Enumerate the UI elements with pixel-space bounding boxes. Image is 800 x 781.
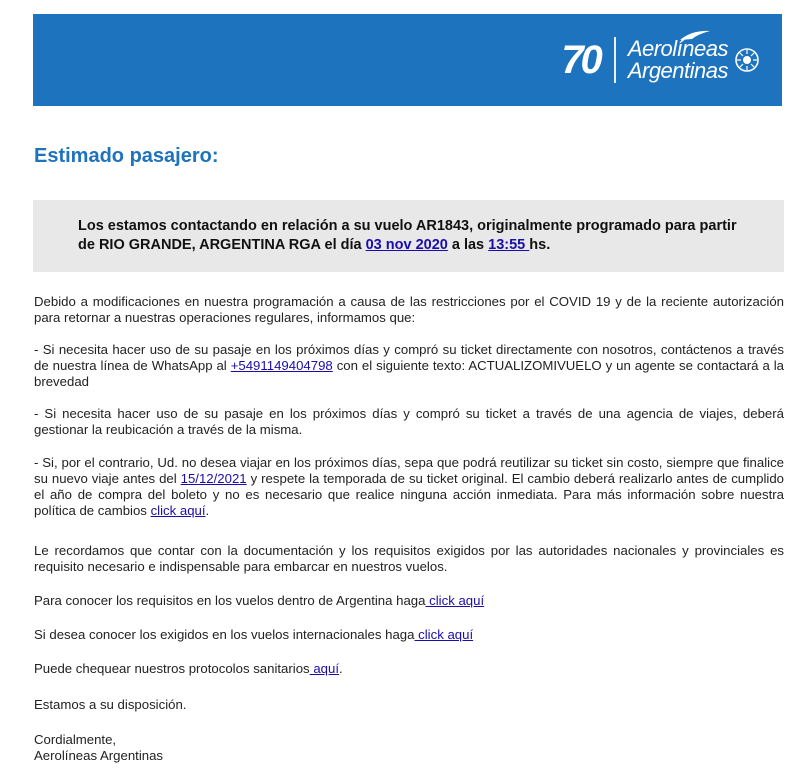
paragraph-reuse-text-c: . (205, 503, 210, 518)
aerolineas-logo (561, 36, 760, 84)
brand-wordmark (628, 38, 728, 82)
greeting-heading: Estimado pasajero: (34, 145, 219, 167)
logo-divider (614, 37, 616, 83)
flight-notice-text (78, 217, 748, 255)
deadline-date-link[interactable]: 15/12/2021 (180, 471, 247, 486)
paragraph-health-protocols (34, 661, 784, 677)
paragraph-international-requirements (34, 627, 784, 643)
international-requirements-text: Si desea conocer los exigidos en los vuelos internacionales haga (34, 627, 415, 642)
anniversary-70-logo: 70 (561, 38, 600, 82)
international-requirements-link[interactable]: click aquí (414, 627, 474, 642)
paragraph-documentation: Le recordamos que contar con la documentación y los requisitos exigidos por las autoridades nacionales y provinciales es requisito necesario e indispensable para embarcar en nuestros vuelos. (34, 543, 784, 574)
paragraph-agency: - Si necesita hacer uso de su pasaje en los próximos días y compró su ticket a través de una agencia de viajes, deberá gestionar la reubicación a través de la misma. (34, 406, 784, 437)
bird-icon (678, 28, 712, 42)
flight-notice-box (33, 200, 784, 272)
change-policy-link[interactable]: click aquí (150, 503, 206, 518)
paragraph-reuse-text-a: - Si, por el contrario, Ud. no desea viajar en los próximos días, sepa que podrá reutilizar su ticket sin costo, siempre que finalice su nuevo viaje antes del (34, 455, 784, 486)
paragraph-reuse-ticket (34, 455, 784, 519)
email-header-banner (33, 14, 782, 106)
notice-text-part3: hs. (529, 237, 551, 253)
domestic-requirements-text: Para conocer los requisitos en los vuelos dentro de Argentina haga (34, 593, 426, 608)
health-protocols-period: . (339, 661, 343, 676)
paragraph-availability: Estamos a su disposición. (34, 697, 187, 712)
sun-seal-icon (734, 47, 760, 73)
paragraph-reuse-text-b: y respete la temporada de su ticket original. El cambio deberá realizarlo antes de cumplido el año de compra del boleto y no es necesario que realice ninguna acción inmediata. Para más información sobre nuestra política de cambios (34, 471, 784, 518)
notice-text-part2: a las (447, 237, 489, 253)
paragraph-whatsapp-text-b: con el siguiente texto: ACTUALIZOMIVUELO y un agente se contactará a la brevedad (34, 358, 784, 389)
paragraph-whatsapp (34, 342, 784, 390)
domestic-requirements-link[interactable]: click aquí (425, 593, 485, 608)
signature-company: Aerolíneas Argentinas (34, 748, 164, 763)
whatsapp-phone-link[interactable]: +5491149404798 (230, 358, 333, 373)
notice-text-part1: Los estamos contactando en relación a su vuelo AR1843, originalmente programado para partir de RIO GRANDE, ARGENTINA RGA el día (78, 218, 737, 253)
paragraph-whatsapp-text-a: - Si necesita hacer uso de su pasaje en los próximos días y compró su ticket directamente con nosotros, contáctenos a través de nuestra línea de WhatsApp al (34, 342, 784, 373)
health-protocols-link[interactable]: aquí (309, 661, 339, 676)
paragraph-domestic-requirements (34, 593, 784, 609)
signature-closing: Cordialmente, (34, 732, 117, 747)
health-protocols-text: Puede chequear nuestros protocolos sanitarios (34, 661, 310, 676)
brand-wordmark-line2: Argentinas (627, 58, 728, 83)
flight-date-link[interactable]: 03 nov 2020 (365, 237, 448, 253)
flight-time-link[interactable]: 13:55 (488, 237, 530, 253)
brand-wordmark-line1: Aerolíneas (627, 36, 728, 61)
paragraph-covid-intro: Debido a modificaciones en nuestra programación a causa de las restricciones por el COVID 19 y de la reciente autorización para retornar a nuestras operaciones regulares, informamos que: (34, 294, 784, 325)
